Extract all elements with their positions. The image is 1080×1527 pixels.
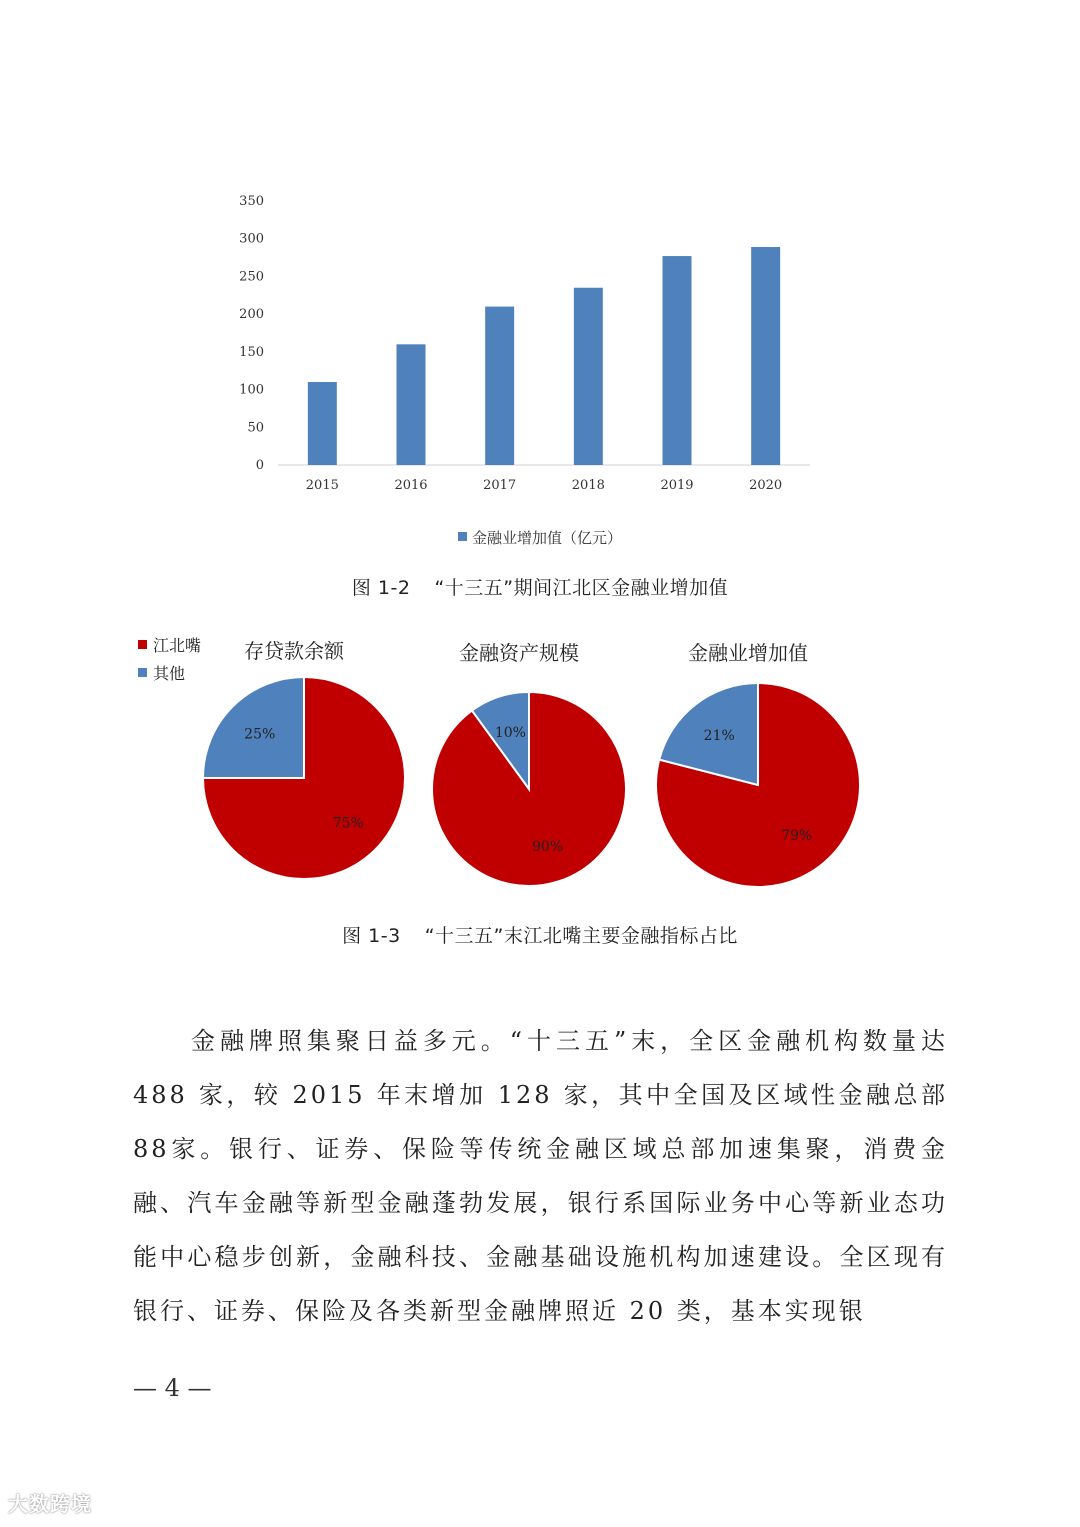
caption-text: “十三五”末江北嘴主要金融指标占比: [424, 925, 738, 947]
figure-caption-1-2: [0, 573, 1080, 600]
caption-number: 图 1-2: [351, 577, 411, 599]
bar-2020: [751, 247, 780, 465]
bar-2019: [663, 256, 692, 465]
legend-label: 其他: [153, 664, 186, 683]
paragraph-text: 金融牌照集聚日益多元。“十三五”末，全区金融机构数量达488 家，较 2015 年末增加 128 家，其中全国及区域性金融总部 88家。银行、证券、保险等传统金融区域总部加速集聚，消费金融、汽车金融等新型金融蓬勃发展，银行系国际业务中心等新业态功能中心稳步创新，金融科技、金融基础设施机构加速建设。全区现有银行、证券、保险及各类新型金融牌照近 20 类，基本实现银: [133, 1027, 948, 1325]
pie-data-label: 75%: [332, 815, 364, 832]
figure-caption-1-3: [0, 921, 1080, 948]
bar-2015: [308, 382, 337, 465]
x-tick-label: 2016: [394, 478, 428, 493]
legend-label: 江北嘴: [153, 636, 202, 655]
pie-charts: [180, 630, 900, 900]
x-tick-label: 2018: [571, 478, 605, 493]
y-tick-label: 300: [239, 231, 264, 247]
y-tick-label: 0: [255, 458, 264, 473]
x-tick-label: 2015: [305, 478, 339, 493]
y-tick-label: 100: [239, 382, 264, 398]
pie-group: [203, 639, 860, 887]
pie-title: 存贷款余额: [244, 639, 344, 663]
x-tick-label: 2017: [483, 478, 517, 493]
pie-3: [656, 641, 860, 887]
pie-data-label: 10%: [494, 724, 526, 741]
watermark-logo: 大数跨境: [8, 1492, 92, 1516]
y-axis-ticks: [239, 194, 264, 473]
pie-data-label: 21%: [703, 728, 735, 745]
pie-2: [432, 641, 626, 886]
caption-number: 图 1-3: [342, 925, 401, 947]
bar-chart: [220, 180, 820, 500]
y-tick-label: 200: [239, 307, 264, 323]
pie-data-label: 90%: [532, 839, 564, 856]
bar-2016: [397, 344, 426, 465]
bar-legend: [0, 527, 1080, 548]
y-tick-label: 350: [239, 194, 264, 209]
legend-swatch: [458, 532, 467, 541]
pie-data-label: 79%: [781, 827, 813, 844]
y-tick-label: 150: [239, 344, 264, 360]
pie-title: 金融资产规模: [459, 641, 579, 665]
x-tick-label: 2020: [749, 478, 783, 493]
caption-text: “十三五”期间江北区金融业增加值: [434, 577, 729, 599]
bar-2018: [574, 288, 603, 465]
pie-title: 金融业增加值: [688, 641, 808, 665]
pie-data-label: 25%: [244, 726, 276, 743]
y-tick-label: 250: [239, 269, 264, 285]
legend-swatch-red: [138, 640, 147, 649]
pie-1: [203, 639, 405, 879]
body-paragraph: [133, 1014, 948, 1338]
legend-swatch-blue: [138, 668, 147, 677]
bar-series: [308, 247, 780, 465]
bar-2017: [485, 307, 514, 465]
x-axis-ticks: [306, 478, 782, 493]
legend-label: 金融业增加值（亿元）: [471, 529, 622, 547]
x-tick-label: 2019: [660, 478, 694, 493]
y-tick-label: 50: [247, 420, 264, 436]
page-number: — 4 —: [133, 1374, 212, 1402]
